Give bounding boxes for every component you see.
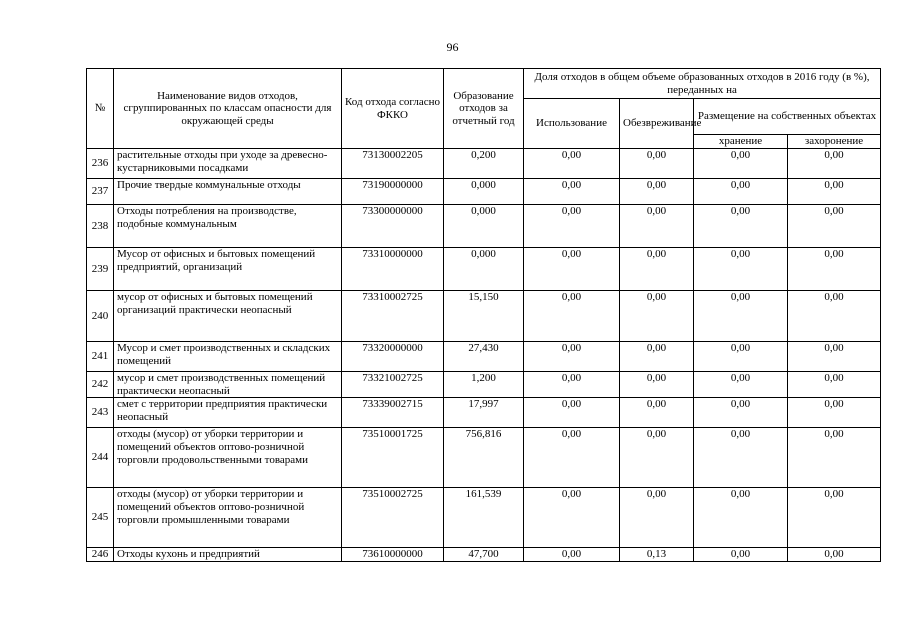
fkko-code: 73339002715 <box>342 398 444 428</box>
burial-share: 0,00 <box>788 179 881 205</box>
generation-value: 756,816 <box>444 428 524 488</box>
fkko-code: 73320000000 <box>342 342 444 372</box>
waste-name: мусор от офисных и бытовых помещений организаций практически неопасный <box>114 291 342 342</box>
generation-value: 0,000 <box>444 179 524 205</box>
fkko-code: 73310002725 <box>342 291 444 342</box>
row-number: 237 <box>87 179 114 205</box>
header-name: Наименование видов отходов, сгруппированных по классам опасности для окружающей среды <box>114 69 342 149</box>
neutralization-share: 0,00 <box>620 248 694 291</box>
page-number: 96 <box>446 40 459 54</box>
waste-name: Отходы кухонь и предприятий <box>114 548 342 562</box>
burial-share: 0,00 <box>788 205 881 248</box>
fkko-code: 73190000000 <box>342 179 444 205</box>
storage-share: 0,00 <box>694 488 788 548</box>
generation-value: 1,200 <box>444 372 524 398</box>
fkko-code: 73510001725 <box>342 428 444 488</box>
header-use: Использование <box>524 99 620 149</box>
generation-value: 0,000 <box>444 205 524 248</box>
table-row <box>87 342 881 372</box>
storage-share: 0,00 <box>694 149 788 179</box>
generation-value: 27,430 <box>444 342 524 372</box>
header-neutralization: Обезвреживание <box>620 99 694 149</box>
header-storage: хранение <box>694 135 788 149</box>
waste-name: смет с территории предприятия практически неопасный <box>114 398 342 428</box>
use-share: 0,00 <box>524 149 620 179</box>
table-row <box>87 488 881 548</box>
burial-share: 0,00 <box>788 248 881 291</box>
use-share: 0,00 <box>524 372 620 398</box>
storage-share: 0,00 <box>694 179 788 205</box>
use-share: 0,00 <box>524 291 620 342</box>
neutralization-share: 0,00 <box>620 342 694 372</box>
neutralization-share: 0,00 <box>620 179 694 205</box>
burial-share: 0,00 <box>788 428 881 488</box>
storage-share: 0,00 <box>694 342 788 372</box>
waste-name: мусор и смет производственных помещений практически неопасный <box>114 372 342 398</box>
row-number: 244 <box>87 428 114 488</box>
waste-name: Мусор и смет производственных и складских помещений <box>114 342 342 372</box>
neutralization-share: 0,00 <box>620 398 694 428</box>
use-share: 0,00 <box>524 398 620 428</box>
burial-share: 0,00 <box>788 372 881 398</box>
storage-share: 0,00 <box>694 398 788 428</box>
neutralization-share: 0,00 <box>620 291 694 342</box>
table-row <box>87 205 881 248</box>
generation-value: 17,997 <box>444 398 524 428</box>
header-share: Доля отходов в общем объеме образованных отходов в 2016 году (в %), переданных на <box>524 69 881 99</box>
waste-name: Отходы потребления на производстве, подобные коммунальным <box>114 205 342 248</box>
row-number: 245 <box>87 488 114 548</box>
burial-share: 0,00 <box>788 488 881 548</box>
use-share: 0,00 <box>524 428 620 488</box>
header-generation: Образование отходов за отчетный год <box>444 69 524 149</box>
header-code: Код отхода согласно ФККО <box>342 69 444 149</box>
table-row <box>87 248 881 291</box>
row-number: 243 <box>87 398 114 428</box>
header-placement: Размещение на собственных объектах <box>694 99 881 135</box>
waste-name: Мусор от офисных и бытовых помещений предприятий, организаций <box>114 248 342 291</box>
storage-share: 0,00 <box>694 291 788 342</box>
generation-value: 161,539 <box>444 488 524 548</box>
storage-share: 0,00 <box>694 248 788 291</box>
generation-value: 15,150 <box>444 291 524 342</box>
waste-name: отходы (мусор) от уборки территории и помещений объектов оптово-розничной торговли продовольственными товарами <box>114 428 342 488</box>
fkko-code: 73510002725 <box>342 488 444 548</box>
generation-value: 47,700 <box>444 548 524 562</box>
row-number: 240 <box>87 291 114 342</box>
use-share: 0,00 <box>524 548 620 562</box>
neutralization-share: 0,13 <box>620 548 694 562</box>
row-number: 246 <box>87 548 114 562</box>
fkko-code: 73130002205 <box>342 149 444 179</box>
table-row <box>87 291 881 342</box>
use-share: 0,00 <box>524 179 620 205</box>
table-row <box>87 372 881 398</box>
neutralization-share: 0,00 <box>620 149 694 179</box>
waste-name: растительные отходы при уходе за древесно-кустарниковыми посадками <box>114 149 342 179</box>
storage-share: 0,00 <box>694 428 788 488</box>
table-row <box>87 398 881 428</box>
row-number: 242 <box>87 372 114 398</box>
fkko-code: 73300000000 <box>342 205 444 248</box>
header-num: № <box>87 69 114 149</box>
neutralization-share: 0,00 <box>620 428 694 488</box>
fkko-code: 73310000000 <box>342 248 444 291</box>
use-share: 0,00 <box>524 488 620 548</box>
burial-share: 0,00 <box>788 149 881 179</box>
use-share: 0,00 <box>524 342 620 372</box>
table-header <box>87 69 881 149</box>
burial-share: 0,00 <box>788 548 881 562</box>
row-number: 241 <box>87 342 114 372</box>
use-share: 0,00 <box>524 205 620 248</box>
header-burial: захоронение <box>788 135 881 149</box>
fkko-code: 73321002725 <box>342 372 444 398</box>
storage-share: 0,00 <box>694 548 788 562</box>
burial-share: 0,00 <box>788 398 881 428</box>
neutralization-share: 0,00 <box>620 205 694 248</box>
use-share: 0,00 <box>524 248 620 291</box>
storage-share: 0,00 <box>694 205 788 248</box>
table-row <box>87 548 881 562</box>
generation-value: 0,000 <box>444 248 524 291</box>
waste-name: Прочие твердые коммунальные отходы <box>114 179 342 205</box>
neutralization-share: 0,00 <box>620 372 694 398</box>
storage-share: 0,00 <box>694 372 788 398</box>
row-number: 238 <box>87 205 114 248</box>
table-body <box>87 149 881 562</box>
waste-table <box>86 68 881 562</box>
row-number: 239 <box>87 248 114 291</box>
table-row <box>87 149 881 179</box>
table-row <box>87 428 881 488</box>
waste-name: отходы (мусор) от уборки территории и помещений объектов оптово-розничной торговли промышленными товарами <box>114 488 342 548</box>
burial-share: 0,00 <box>788 291 881 342</box>
generation-value: 0,200 <box>444 149 524 179</box>
neutralization-share: 0,00 <box>620 488 694 548</box>
row-number: 236 <box>87 149 114 179</box>
burial-share: 0,00 <box>788 342 881 372</box>
fkko-code: 73610000000 <box>342 548 444 562</box>
table-row <box>87 179 881 205</box>
